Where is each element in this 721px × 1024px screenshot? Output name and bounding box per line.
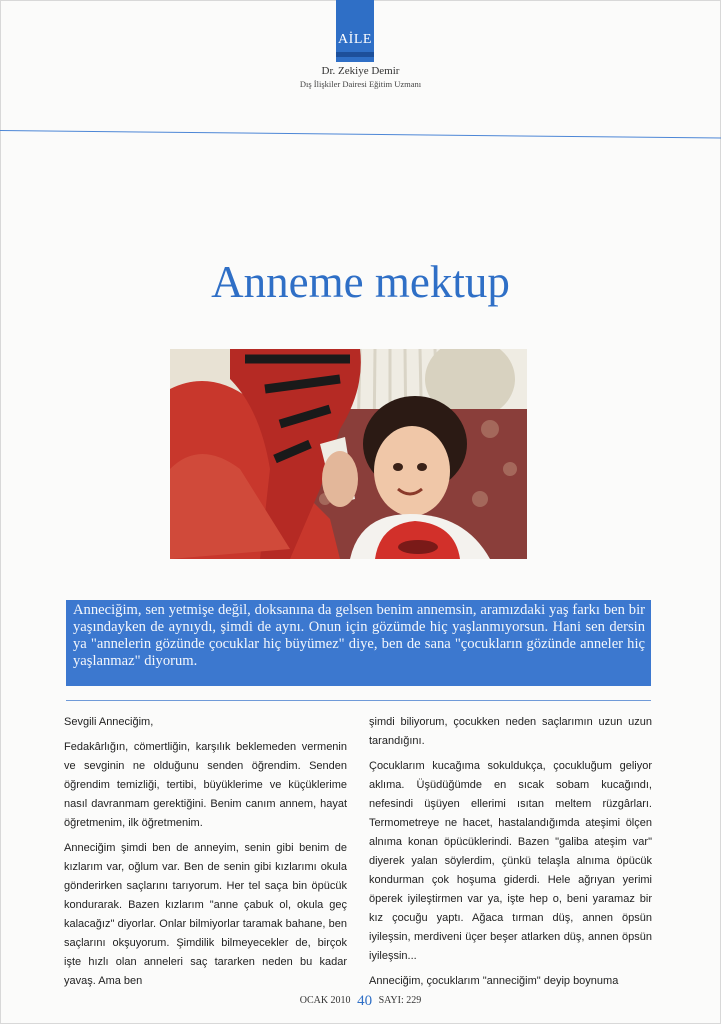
- body-paragraph: Anneciğim şimdi ben de anneyim, senin gibi benim de kızlarım var, oğlum var. Ben de senin gibi kızlarımı okula gönderirken saçlarını tarıyorum. Her tel saça bin öpücük kondurarak. Bazen kızlarım "anne çabuk ol, okula geç kalacağız" diyorlar. Onlar bilmiyorlar taramak bahane, ben saçlarını okşuyorum. Şimdilik bilmeyecekler de, birçok işte hızlı olan anneleri saç tararken neden bu kadar yavaş. Ama ben: [64, 842, 347, 987]
- photo-illustration: [170, 349, 527, 559]
- author-role: Dış İlişkiler Dairesi Eğitim Uzmanı: [299, 79, 422, 89]
- issue-date: OCAK 2010: [299, 995, 351, 1006]
- article-title: Anneme mektup: [211, 257, 510, 307]
- author-name: Dr. Zekiye Demir: [321, 65, 400, 77]
- body-paragraph: şimdi biliyorum, çocukken neden saçlarımın uzun uzun tarandığını.: [369, 716, 652, 747]
- quote-divider: [66, 700, 651, 701]
- pull-quote-box: [66, 600, 651, 686]
- body-paragraph: Fedakârlığın, cömertliğin, karşılık beklemeden vermenin ve sevginin ne olduğunu senden öğrendim. Senden öğrendim temizliği, tertibi, büyüklerime ve küçüklerime nasıl davranmam gerektiğini. Benim canım annem, hayat öğretmenim, ilk öğretmenim.: [64, 741, 347, 829]
- issue-number: SAYI: 229: [378, 995, 422, 1006]
- section-label: AİLE: [338, 32, 372, 47]
- body-column-left: [64, 713, 347, 997]
- salutation: Sevgili Anneciğim,: [64, 716, 154, 728]
- page-number: 40: [357, 993, 373, 1009]
- pull-quote-text: Anneciğim, sen yetmişe değil, doksanına da gelsen benim annemsin, aramızdaki yaş farkı ben bir yaşındayken de aynıydı, şimdi de aynı. Onun için gözümde hiç yaşlanmıyorsun. Hani sen dersin ya "annelerin gözünde çocuklar hiç büyümez" diye, ben de sana "çocukların gözünde anneler hiç yaşlanmaz" diyorum.: [73, 602, 645, 669]
- page-footer: [0, 993, 721, 1010]
- section-tab: [336, 0, 374, 62]
- section-tab-stripe: [336, 52, 374, 57]
- article-photo: [170, 349, 527, 559]
- body-paragraph: Çocuklarım kucağıma sokuldukça, çocukluğum geliyor aklıma. Üşüdüğümde en sıcak sobam kucağındı, nefesindi üşüyen ellerimi ısıtan meltem rüzgârları. Termometreye ne hacet, hastalandığımda ateşimi ölçen alnıma konan öpücüklerindi. Bazen "galiba ateşim var" diyerek yalan söylerdim, çünkü telaşla alnıma öpücük kondurman çok hoşuma giderdi. Hele ağrıyan yerimi öperek iyileştirmen var ya, işte hep o, beni yaramaz bir kız çocuğu yaptı. Ağaca tırman düş, annen öpsün iyileşsin, merdiveni üçer beşer atlarken düş, annen öpsün iyileşsin...: [369, 760, 652, 962]
- body-column-right: [369, 713, 652, 997]
- body-paragraph: Anneciğim, çocuklarım "anneciğim" deyip boynuma: [369, 975, 619, 987]
